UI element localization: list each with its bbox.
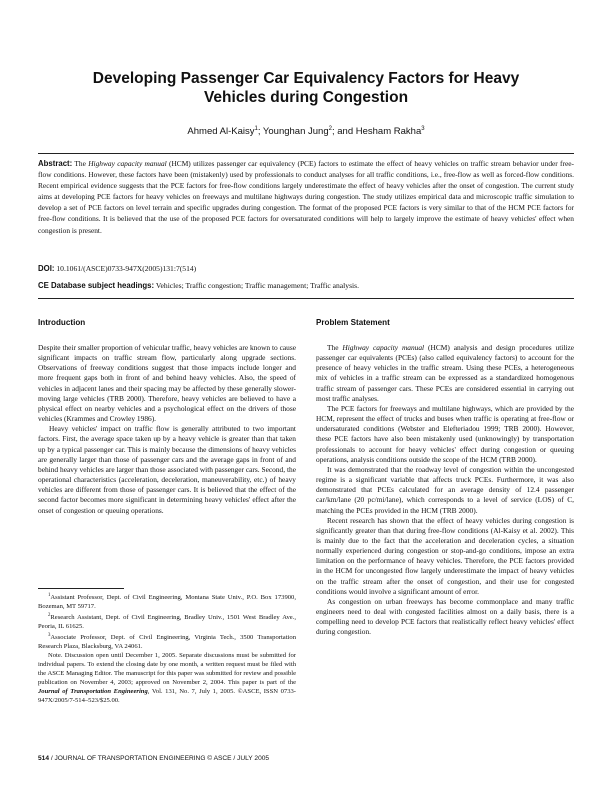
page-number: 514 <box>38 755 50 762</box>
note-journal: Journal of Transportation Engineering <box>38 687 148 695</box>
footnote-text: Research Assistant, Dept. of Civil Engineering, Bradley Univ., 1501 West Bradley Ave., Peoria, IL 61625. <box>38 614 296 631</box>
doi-line <box>38 264 574 273</box>
subject-headings <box>38 281 574 290</box>
intro-heading: Introduction <box>38 318 86 327</box>
problem-text: (HCM) analysis and design procedures utilize passenger car equivalents (PCEs) (also called equivalency factors) to account for the presence of heavy vehicles in the traffic stream. Using these PCEs, a heterogeneous mix of vehicles in a traffic stream can be expressed as a standardized homogenous traffic stream of passenger cars. These PCEs are considered essential in carrying out most traffic analyses. <box>316 343 575 403</box>
doi-label: DOI: <box>38 264 55 273</box>
footer-journal-line: / JOURNAL OF TRANSPORTATION ENGINEERING © ASCE / JULY 2005 <box>49 755 270 762</box>
problem-paragraph <box>316 343 574 404</box>
subject-label: CE Database subject headings: <box>38 281 155 290</box>
intro-paragraph: Heavy vehicles' impact on traffic flow is generally attributed to two important factors. First, the average space taken up by a heavy vehicle is greater than that taken up by a typical passenger car. This is mainly because the dimensions of heavy vehicles are generally larger than those of passenger cars and the average gaps in front of and behind heavy vehicles are larger than those associated with passenger cars. Second, the operational characteristics (acceleration, deceleration, maneuverability, etc.) of heavy vehicles are different from those of passenger cars. It is believed that the effect of the second factor becomes more significant in determining heavy vehicles' effect after the onset of congestion or queuing operations. <box>38 424 296 515</box>
footnote <box>38 632 296 652</box>
author-affil-mark: 1 <box>254 126 258 132</box>
intro-paragraph: Despite their smaller proportion of vehicular traffic, heavy vehicles are known to cause significant impacts on traffic stream flow, particularly along upgrade sections. Observations of freeway conditions suggest that those impacts include longer and more frequent gaps both in front of and behind heavy vehicles. Also, the speed of vehicles in adjacent lanes and their spacing may be affected by these generally slower-moving large vehicles (TRB 2000). Therefore, heavy vehicles are believed to have a physical effect on nearby vehicles and a psychological effect on the drivers of those vehicles (Krammes and Crowley 1986). <box>38 343 296 424</box>
footnote-mark: 1 <box>48 593 51 598</box>
problem-paragraph: It was demonstrated that the roadway level of congestion within the uncongested regime is a significant variable that affects truck PCEs. Furthermore, it was also demonstrated that PCEs calculated for an average density of 12.4 passenger car/km/lane (20 pc/mi/lane), which corresponds to a level of service (LOS) of C, matching the PCEs provided in the HCM (TRB 2000). <box>316 464 574 515</box>
footnote-text: Assistant Professor, Dept. of Civil Engineering, Montana State Univ., P.O. Box 173900, Bozeman, MT 59717. <box>38 594 296 611</box>
title-line-2: Vehicles during Congestion <box>203 89 409 106</box>
left-column <box>38 318 296 516</box>
author-name: Younghan Jung <box>262 126 329 138</box>
problem-paragraph: Recent research has shown that the effect of heavy vehicles during congestion is significantly greater than that during free-flow conditions (Al-Kaisy et al. 2002). This is mainly due to the fact that the acceleration and deceleration cycles, a situation normally experienced during congestion or stop-and-go conditions, impose an extra limitation on the performance of heavy vehicles. Therefore, the PCE factors provided in the HCM for uncongested flow largely underestimate the impact of heavy vehicles on the traffic stream after the onset of congestion, and their use for congested conditions would involve a significant amount of error. <box>316 515 574 596</box>
problem-italic-title: Highway capacity manual <box>342 343 425 352</box>
note-text-post: , Vol. 131, No. 7, July 1, 2005. ©ASCE, ISSN 0733-947X/2005/7-514–523/$25.00. <box>38 687 296 704</box>
author-separator: ; and <box>331 126 356 138</box>
footnote-text: Associate Professor, Dept. of Civil Engineering, Virginia Tech., 3500 Transportation Research Plaza, Blacksburg, VA 24061. <box>38 634 296 651</box>
author-separator: ; <box>257 126 263 138</box>
note-text-pre: Note. Discussion open until December 1, 2005. Separate discussions must be submitted for individual papers. To extend the closing date by one month, a written request must be filed with the ASCE Managing Editor. The manuscript for this paper was submitted for review and possible publication on November 4, 2003; approved on November 2, 2004. This paper is part of the <box>38 652 296 686</box>
author-name: Hesham Rakha <box>355 126 422 138</box>
abstract <box>38 158 574 236</box>
abstract-text-pre: The <box>74 159 89 168</box>
title-line-1: Developing Passenger Car Equivalency Factors for Heavy <box>92 70 520 87</box>
doi-value[interactable]: 10.1061/(ASCE)0733-947X(2005)131:7(514) <box>56 264 197 273</box>
footnote-rule <box>38 588 124 589</box>
footnote <box>38 592 296 612</box>
problem-paragraph: As congestion on urban freeways has become commonplace and many traffic engineers need to deal with congested facilities almost on a daily basis, there is a compelling need to develop PCE factors that realistically reflect heavy vehicles' effect during congestion. <box>316 596 574 637</box>
problem-text-pre: The <box>327 343 343 352</box>
abstract-bottom-rule <box>38 298 574 299</box>
subject-value: Vehicles; Traffic congestion; Traffic management; Traffic analysis. <box>155 281 359 290</box>
author-name: Ahmed Al-Kaisy <box>187 126 255 138</box>
footnote <box>38 612 296 632</box>
author-affil-mark: 2 <box>328 126 332 132</box>
abstract-italic-title: Highway capacity manual <box>88 159 167 168</box>
problem-paragraph: The PCE factors for freeways and multilane highways, which are provided by the HCM, represent the effect of trucks and buses when traffic is operating at free-flow or undersaturated conditions (Webster and Elefteriadou 1999; TRB 2000). However, these PCE factors have also been mistakenly used (unknowingly) by transportation professionals to account for heavy vehicles' effect during congestion or queuing operations, analysis conditions outside the scope of the HCM (TRB 2000). <box>316 403 574 464</box>
author-list <box>40 126 572 137</box>
paper-title <box>40 69 572 107</box>
page-footer <box>38 755 269 762</box>
problem-heading: Problem Statement <box>316 318 390 327</box>
footnote-mark: 3 <box>48 633 51 638</box>
abstract-label: Abstract: <box>38 159 73 168</box>
author-affil-mark: 3 <box>421 126 425 132</box>
footnotes <box>38 592 296 705</box>
abstract-text: (HCM) utilizes passenger car equivalency (PCE) factors to estimate the effect of heavy vehicles on traffic stream behavior under free-flow conditions. However, these factors have been (mistakenly) used by professionals to conduct analyses for all traffic conditions, i.e., free-flow as well as forced-flow conditions. Recent empirical evidence suggests that the PCE factors for free-flow conditions largely underestimate the effect of heavy vehicles after the onset of congestion. The current study aims at developing PCE factors for heavy vehicles on freeways and multilane highways during congestion. The study utilizes empirical data and microscopic traffic simulation to develop a set of PCE factors on level terrain and specific upgrades during congestion. The format of the proposed PCE factors is very similar to that of the HCM PCE factors for free-flow conditions. It is believed that the use of the proposed PCE factors for oversaturated conditions will help to largely improve the estimate of heavy vehicles' effect when congestion is present. <box>38 159 575 235</box>
abstract-top-rule <box>38 153 574 154</box>
footnote-mark: 2 <box>48 613 51 618</box>
right-column <box>316 318 574 638</box>
discussion-note <box>38 652 296 705</box>
